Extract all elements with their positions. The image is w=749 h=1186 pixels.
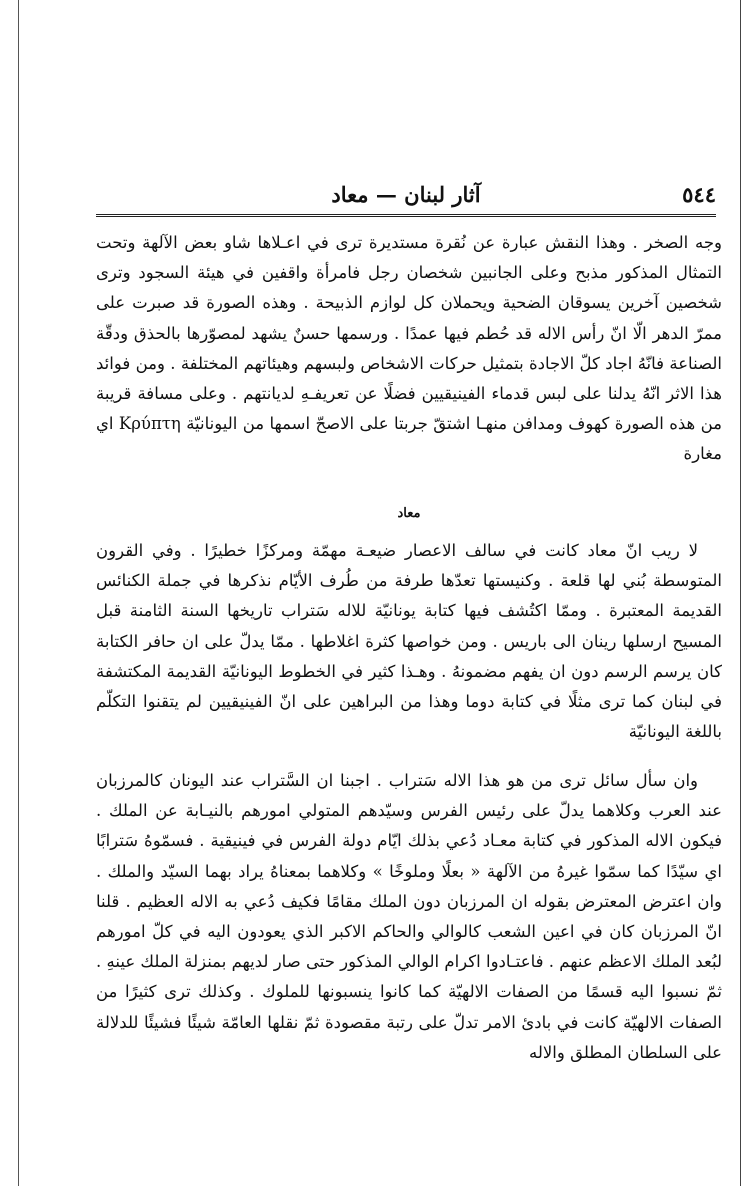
paragraph-2-text: لا ريب انّ معاد كانت في سالف الاعصار ضيعـة مهمّة ومركزًا خطيرًا . وفي القرون المتوسطة بُني لها قلعة . وكنيستها تعدّها طرفة من طُرف الأيّام نذكرها في جملة الكنائس القديمة المعتبرة . وممّا اكتُشف فيها كتابة يونانيّة للاله سَتراب تاريخها السنة الثامنة قبل المسيح ارسلها رينان الى باريس . ومن خواصها كثرة اغلاطها . ممّا يدلّ على ان حافر الكتابة كان يرسم الرسم دون ان يفهم مضمونهُ . وهـذا كثير في الخطوط اليونانيّة القديمة المكتشفة في لبنان كما ترى مثلًا في كتابة دوما وهذا من البراهين على انّ الفينيقيين لم يتقنوا التكلّم باللغة اليونانيّة (96, 541, 722, 742)
page-header (96, 178, 716, 218)
paragraph-1-text: وجه الصخر . وهذا النقش عبارة عن نُقرة مستديرة ترى في اعـلاها شاو بعض الآلهة وتحت التمثال المذكور مذبح وعلى الجانبين شخصان رجل فامرأة واقفين في هيئة السجود وترى شخصين آخرين يسوقان الضحية ويحملان كل لوازم الذبيحة . وهذه الصورة قد صبرت على ممرّ الدهر الّا انّ رأس الاله قد حُطم فيها عمدًا . ورسمها حسنٌ يشهد لمصوّرها بالحذق ودقّة الصناعة فانّهُ اجاد كلّ الاجادة بتمثيل حركات الاشخاص ولبسهم وهيئاتهم المختلفة . ومن فوائد هذا الاثر انّهُ يدلنا على لبس قدماء الفينيقيين فضلًا عن تعريفـهِ لديانتهم . وعلى مسافة قريبة من هذه الصورة كهوف ومدافن منهـا اشتقّ جربتا على الاصحّ اسمها من اليونانيّة Κρύπτη اي مغارة (96, 233, 722, 464)
left-page-edge-line (18, 0, 19, 1186)
paragraph-3 (96, 766, 722, 1084)
running-title: آثار لبنان — معاد (331, 182, 481, 207)
section-title: معاد (397, 506, 421, 521)
paragraph-3-text: وان سأل سائل ترى من هو هذا الاله سَتراب . اجبنا ان السَّتراب عند اليونان كالمرزبان عند العرب وكلاهما يدلّ على رئيس الفرس وسيّدهم المتولي امورهم بالنيـابة عن الملك . فيكون الاله المذكور في كتابة معـاد دُعي بذلك ايّام دولة الفرس في فينيقية . فسمّوهُ سَترابًا اي سيّدًا كما سمّوا غيرهُ من الآلهة « بعلًا وملوخًا » وكلاهما بمعناهُ يراد بهما السيّد والملك . وان اعترض المعترض بقوله ان المرزبان دون الملك مقامًا فكيف دُعي به الاله العظيم . قلنا انّ المرزبان كان في اعين الشعب كالوالي والحاكم الاكبر الذي يعودون اليه في كلّ امورهم لبُعد الملك الاعظم عنهم . فاعتـادوا اكرام الوالي المذكور حتى صار لديهم بمنزلة الملك عينهِ . ثمّ نسبوا اليه قسمًا من الصفات الالهيّة كما كانوا ينسبونها للملوك . وكذلك ترى كثيرًا من الصفات الالهيّة كانت في بادئ الامر تدلّ على رتبة مقصودة ثمّ نقلها العامّة شيئًا فشيئًا للدلالة على السلطان المطلق والاله (96, 771, 722, 1062)
paragraph-continuation (96, 228, 722, 504)
header-double-rule (96, 214, 716, 217)
page-number: ٥٤٤ (682, 182, 716, 207)
paragraph-2 (96, 536, 722, 768)
right-page-edge-line (740, 0, 741, 1186)
